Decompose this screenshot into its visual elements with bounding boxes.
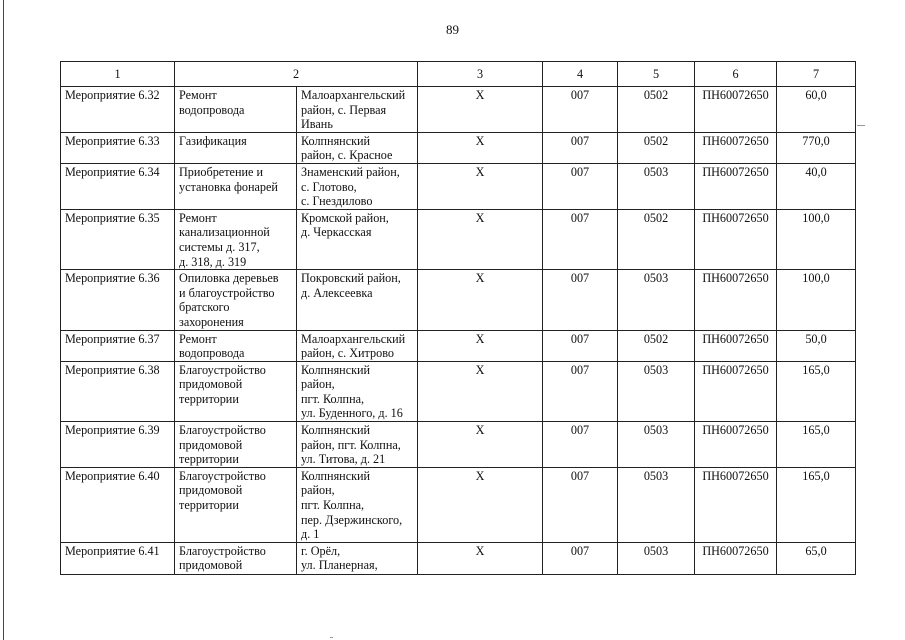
event-cell: Мероприятие 6.34 [61, 163, 175, 209]
amount-cell: 50,0 [777, 330, 856, 361]
col4-cell: 007 [543, 542, 618, 574]
location-cell: г. Орёл, ул. Планерная, [297, 542, 418, 574]
col6-cell: ПН60072650 [695, 361, 777, 421]
col3-cell: Х [418, 209, 543, 269]
location-cell: Знаменский район, с. Глотово, с. Гнездилово [297, 163, 418, 209]
col5-cell: 0503 [618, 163, 695, 209]
col5-cell: 0503 [618, 542, 695, 574]
col4-cell: 007 [543, 270, 618, 330]
col5-cell: 0503 [618, 467, 695, 542]
col4-cell: 007 [543, 467, 618, 542]
work-cell: Благоустройство придомовой территории [175, 361, 297, 421]
event-cell: Мероприятие 6.36 [61, 270, 175, 330]
col5-cell: 0503 [618, 361, 695, 421]
location-cell: Кромской район, д. Черкасская [297, 209, 418, 269]
table-row [61, 422, 856, 468]
location-cell: Колпнянский район, пгт. Колпна, ул. Буденного, д. 16 [297, 361, 418, 421]
col4-cell: 007 [543, 422, 618, 468]
col5-cell: 0503 [618, 422, 695, 468]
col4-cell: 007 [543, 330, 618, 361]
amount-cell: 65,0 [777, 542, 856, 574]
table-row [61, 467, 856, 542]
budget-table [60, 61, 856, 575]
header-cell: 5 [618, 62, 695, 87]
table-row [61, 163, 856, 209]
location-cell: Колпнянский район, пгт. Колпна, ул. Титова, д. 21 [297, 422, 418, 468]
col6-cell: ПН60072650 [695, 270, 777, 330]
col5-cell: 0502 [618, 209, 695, 269]
amount-cell: 770,0 [777, 132, 856, 163]
event-cell: Мероприятие 6.41 [61, 542, 175, 574]
col4-cell: 007 [543, 87, 618, 133]
header-cell: 2 [175, 62, 418, 87]
header-row [61, 62, 856, 87]
event-cell: Мероприятие 6.33 [61, 132, 175, 163]
work-cell: Благоустройство придомовой территории [175, 422, 297, 468]
margin-mark [330, 637, 333, 638]
work-cell: Газификация [175, 132, 297, 163]
event-cell: Мероприятие 6.40 [61, 467, 175, 542]
work-cell: Благоустройство придомовой территории [175, 467, 297, 542]
header-cell: 4 [543, 62, 618, 87]
margin-mark [857, 125, 865, 126]
col6-cell: ПН60072650 [695, 467, 777, 542]
page-left-border [3, 0, 4, 640]
table-row [61, 209, 856, 269]
col3-cell: Х [418, 270, 543, 330]
location-cell: Малоархангельский район, с. Хитрово [297, 330, 418, 361]
table-row [61, 330, 856, 361]
col6-cell: ПН60072650 [695, 542, 777, 574]
col6-cell: ПН60072650 [695, 87, 777, 133]
col3-cell: Х [418, 467, 543, 542]
page-number: 89 [446, 22, 459, 37]
work-cell: Приобретение и установка фонарей [175, 163, 297, 209]
location-cell: Покровский район, д. Алексеевка [297, 270, 418, 330]
amount-cell: 60,0 [777, 87, 856, 133]
table-row [61, 361, 856, 421]
event-cell: Мероприятие 6.37 [61, 330, 175, 361]
col3-cell: Х [418, 132, 543, 163]
work-cell: Ремонт водопровода [175, 87, 297, 133]
event-cell: Мероприятие 6.35 [61, 209, 175, 269]
amount-cell: 165,0 [777, 422, 856, 468]
col4-cell: 007 [543, 163, 618, 209]
col4-cell: 007 [543, 361, 618, 421]
col3-cell: Х [418, 330, 543, 361]
col3-cell: Х [418, 361, 543, 421]
col3-cell: Х [418, 87, 543, 133]
location-cell: Малоархангельский район, с. Первая Ивань [297, 87, 418, 133]
col6-cell: ПН60072650 [695, 209, 777, 269]
table-row [61, 132, 856, 163]
work-cell: Благоустройство придомовой [175, 542, 297, 574]
col3-cell: Х [418, 422, 543, 468]
header-cell: 3 [418, 62, 543, 87]
table-row [61, 270, 856, 330]
table-row [61, 87, 856, 133]
col4-cell: 007 [543, 132, 618, 163]
amount-cell: 40,0 [777, 163, 856, 209]
amount-cell: 100,0 [777, 209, 856, 269]
amount-cell: 100,0 [777, 270, 856, 330]
event-cell: Мероприятие 6.39 [61, 422, 175, 468]
col6-cell: ПН60072650 [695, 132, 777, 163]
col6-cell: ПН60072650 [695, 330, 777, 361]
col3-cell: Х [418, 163, 543, 209]
location-cell: Колпнянский район, с. Красное [297, 132, 418, 163]
amount-cell: 165,0 [777, 467, 856, 542]
col6-cell: ПН60072650 [695, 422, 777, 468]
col5-cell: 0503 [618, 270, 695, 330]
event-cell: Мероприятие 6.38 [61, 361, 175, 421]
table-row [61, 542, 856, 574]
header-cell: 1 [61, 62, 175, 87]
col5-cell: 0502 [618, 87, 695, 133]
header-cell: 6 [695, 62, 777, 87]
header-cell: 7 [777, 62, 856, 87]
col5-cell: 0502 [618, 132, 695, 163]
location-cell: Колпнянский район, пгт. Колпна, пер. Дзержинского, д. 1 [297, 467, 418, 542]
col4-cell: 007 [543, 209, 618, 269]
work-cell: Опиловка деревьев и благоустройство братского захоронения [175, 270, 297, 330]
col3-cell: Х [418, 542, 543, 574]
event-cell: Мероприятие 6.32 [61, 87, 175, 133]
work-cell: Ремонт водопровода [175, 330, 297, 361]
work-cell: Ремонт канализационной системы д. 317, д. 318, д. 319 [175, 209, 297, 269]
amount-cell: 165,0 [777, 361, 856, 421]
col5-cell: 0502 [618, 330, 695, 361]
col6-cell: ПН60072650 [695, 163, 777, 209]
